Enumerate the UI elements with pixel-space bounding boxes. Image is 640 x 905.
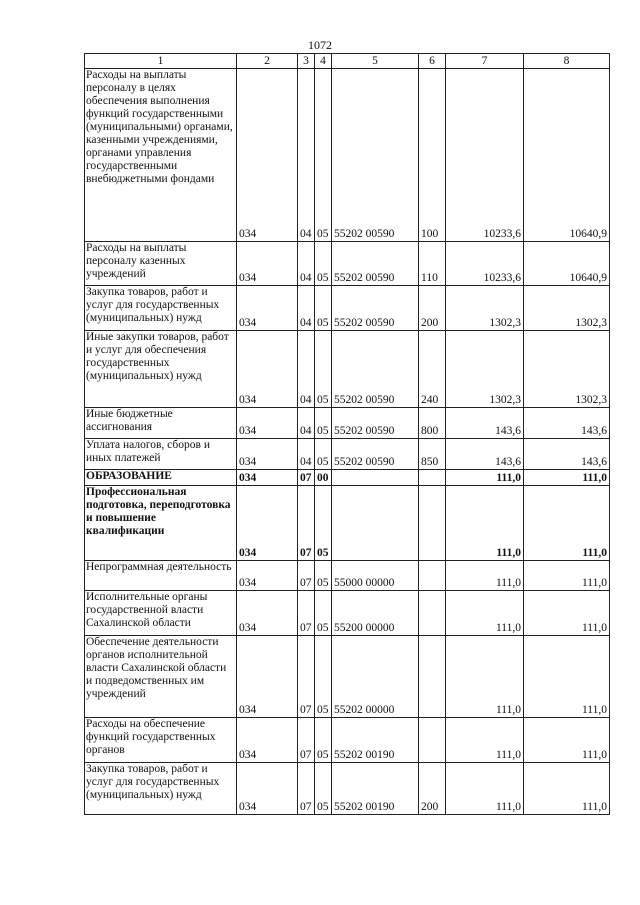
cell-c7: 1302,3: [446, 286, 524, 331]
cell-c4: 05: [315, 242, 332, 286]
column-header: 8: [524, 54, 610, 69]
table-row: [85, 470, 610, 486]
cell-c2: 034: [237, 470, 298, 486]
cell-c4: 05: [315, 718, 332, 763]
row-name: Закупка товаров, работ и услуг для государственных (муниципальных) нужд: [86, 763, 220, 801]
cell-c3: 04: [298, 286, 315, 331]
cell-c7: 111,0: [446, 470, 524, 486]
cell-c8: 111,0: [524, 486, 610, 561]
cell-c4: 05: [315, 591, 332, 636]
column-header: 1: [85, 54, 237, 69]
cell-c7: 111,0: [446, 486, 524, 561]
cell-c4: 05: [315, 561, 332, 591]
table-row: [85, 439, 610, 470]
cell-c3: 04: [298, 69, 315, 242]
row-name: Расходы на обеспечение функций государственных органов: [86, 718, 216, 756]
cell-c8: 143,6: [524, 439, 610, 470]
row-name: Непрограммная деятельность: [86, 561, 232, 573]
cell-c2: 034: [237, 69, 298, 242]
cell-c2: 034: [237, 561, 298, 591]
column-header: 5: [332, 54, 419, 69]
cell-c5: 55202 00190: [332, 763, 419, 815]
row-name-cell: [85, 69, 237, 242]
cell-c7: 143,6: [446, 408, 524, 439]
cell-c4: 05: [315, 763, 332, 815]
cell-c2: 034: [237, 286, 298, 331]
row-name-cell: [85, 561, 237, 591]
cell-c6: 800: [419, 408, 446, 439]
table-row: [85, 763, 610, 815]
table-row: [85, 636, 610, 718]
cell-c8: 111,0: [524, 718, 610, 763]
cell-c5: 55202 00590: [332, 69, 419, 242]
cell-c5: 55202 00590: [332, 242, 419, 286]
table-row: [85, 69, 610, 242]
cell-c6: [419, 470, 446, 486]
table-row: [85, 591, 610, 636]
row-name: Исполнительные органы государственной власти Сахалинской области: [86, 591, 208, 629]
cell-c6: 110: [419, 242, 446, 286]
table-row: [85, 242, 610, 286]
column-header: 2: [237, 54, 298, 69]
row-name-cell: [85, 591, 237, 636]
cell-c6: 240: [419, 331, 446, 408]
cell-c4: 05: [315, 331, 332, 408]
cell-c4: 05: [315, 486, 332, 561]
cell-c2: 034: [237, 763, 298, 815]
cell-c3: 07: [298, 561, 315, 591]
row-name-cell: [85, 439, 237, 470]
cell-c5: 55202 00590: [332, 408, 419, 439]
column-header: 6: [419, 54, 446, 69]
cell-c7: 111,0: [446, 636, 524, 718]
row-name: Расходы на выплаты персоналу казенных учреждений: [86, 242, 187, 280]
cell-c3: 04: [298, 331, 315, 408]
cell-c2: 034: [237, 439, 298, 470]
cell-c8: 10640,9: [524, 242, 610, 286]
row-name-cell: [85, 718, 237, 763]
cell-c3: 04: [298, 408, 315, 439]
table-row: [85, 561, 610, 591]
table-row: [85, 286, 610, 331]
cell-c2: 034: [237, 591, 298, 636]
cell-c3: 04: [298, 439, 315, 470]
cell-c3: 07: [298, 470, 315, 486]
row-name: Иные закупки товаров, работ и услуг для обеспечения государственных (муниципальных) нужд: [86, 331, 229, 382]
row-name-cell: [85, 636, 237, 718]
cell-c7: 111,0: [446, 561, 524, 591]
cell-c7: 111,0: [446, 763, 524, 815]
cell-c3: 07: [298, 636, 315, 718]
row-name: Закупка товаров, работ и услуг для государственных (муниципальных) нужд: [86, 286, 220, 324]
cell-c6: 100: [419, 69, 446, 242]
row-name-cell: [85, 286, 237, 331]
row-name: Профессиональная подготовка, переподготовка и повышение квалификации: [86, 486, 231, 537]
cell-c6: 200: [419, 286, 446, 331]
cell-c8: 111,0: [524, 591, 610, 636]
table-row: [85, 718, 610, 763]
cell-c3: 04: [298, 242, 315, 286]
cell-c3: 07: [298, 486, 315, 561]
cell-c5: [332, 470, 419, 486]
column-header: 4: [315, 54, 332, 69]
cell-c5: 55202 00590: [332, 439, 419, 470]
table-row: [85, 408, 610, 439]
cell-c6: [419, 486, 446, 561]
row-name: Уплата налогов, сборов и иных платежей: [86, 439, 210, 464]
table-body: [85, 69, 610, 815]
cell-c8: 111,0: [524, 561, 610, 591]
cell-c3: 07: [298, 718, 315, 763]
table-row: [85, 331, 610, 408]
row-name: Расходы на выплаты персоналу в целях обеспечения выполнения функций государственными (муниципальными) органами, казенными учреждениями, органами управления государственными внебюджетными фондами: [86, 69, 233, 185]
cell-c8: 111,0: [524, 763, 610, 815]
cell-c2: 034: [237, 486, 298, 561]
cell-c7: 10233,6: [446, 242, 524, 286]
cell-c7: 143,6: [446, 439, 524, 470]
cell-c3: 07: [298, 591, 315, 636]
cell-c6: [419, 591, 446, 636]
cell-c2: 034: [237, 718, 298, 763]
cell-c5: [332, 486, 419, 561]
cell-c7: 111,0: [446, 718, 524, 763]
header-row: [85, 54, 610, 69]
row-name-cell: [85, 408, 237, 439]
cell-c5: 55202 00190: [332, 718, 419, 763]
column-header: 3: [298, 54, 315, 69]
cell-c3: 07: [298, 763, 315, 815]
cell-c7: 1302,3: [446, 331, 524, 408]
cell-c8: 10640,9: [524, 69, 610, 242]
cell-c4: 05: [315, 69, 332, 242]
cell-c6: [419, 718, 446, 763]
cell-c8: 111,0: [524, 470, 610, 486]
cell-c5: 55202 00590: [332, 331, 419, 408]
row-name-cell: [85, 242, 237, 286]
row-name: Иные бюджетные ассигнования: [86, 408, 173, 433]
cell-c5: 55202 00000: [332, 636, 419, 718]
cell-c6: 200: [419, 763, 446, 815]
cell-c6: [419, 636, 446, 718]
cell-c6: 850: [419, 439, 446, 470]
row-name-cell: [85, 331, 237, 408]
cell-c7: 111,0: [446, 591, 524, 636]
row-name: Обеспечение деятельности органов исполнительной власти Сахалинской области и подведомственных им учреждений: [86, 636, 227, 700]
row-name: ОБРАЗОВАНИЕ: [86, 470, 172, 482]
cell-c8: 143,6: [524, 408, 610, 439]
cell-c2: 034: [237, 331, 298, 408]
cell-c4: 00: [315, 470, 332, 486]
cell-c5: 55000 00000: [332, 561, 419, 591]
budget-table: [84, 53, 610, 815]
cell-c2: 034: [237, 242, 298, 286]
row-name-cell: [85, 486, 237, 561]
cell-c7: 10233,6: [446, 69, 524, 242]
cell-c4: 05: [315, 636, 332, 718]
cell-c2: 034: [237, 408, 298, 439]
row-name-cell: [85, 470, 237, 486]
table-row: [85, 486, 610, 561]
cell-c8: 1302,3: [524, 331, 610, 408]
page-number: 1072: [308, 38, 332, 52]
cell-c8: 111,0: [524, 636, 610, 718]
cell-c8: 1302,3: [524, 286, 610, 331]
cell-c4: 05: [315, 408, 332, 439]
cell-c5: 55202 00590: [332, 286, 419, 331]
row-name-cell: [85, 763, 237, 815]
cell-c5: 55200 00000: [332, 591, 419, 636]
cell-c4: 05: [315, 286, 332, 331]
cell-c4: 05: [315, 439, 332, 470]
cell-c2: 034: [237, 636, 298, 718]
column-header: 7: [446, 54, 524, 69]
cell-c6: [419, 561, 446, 591]
